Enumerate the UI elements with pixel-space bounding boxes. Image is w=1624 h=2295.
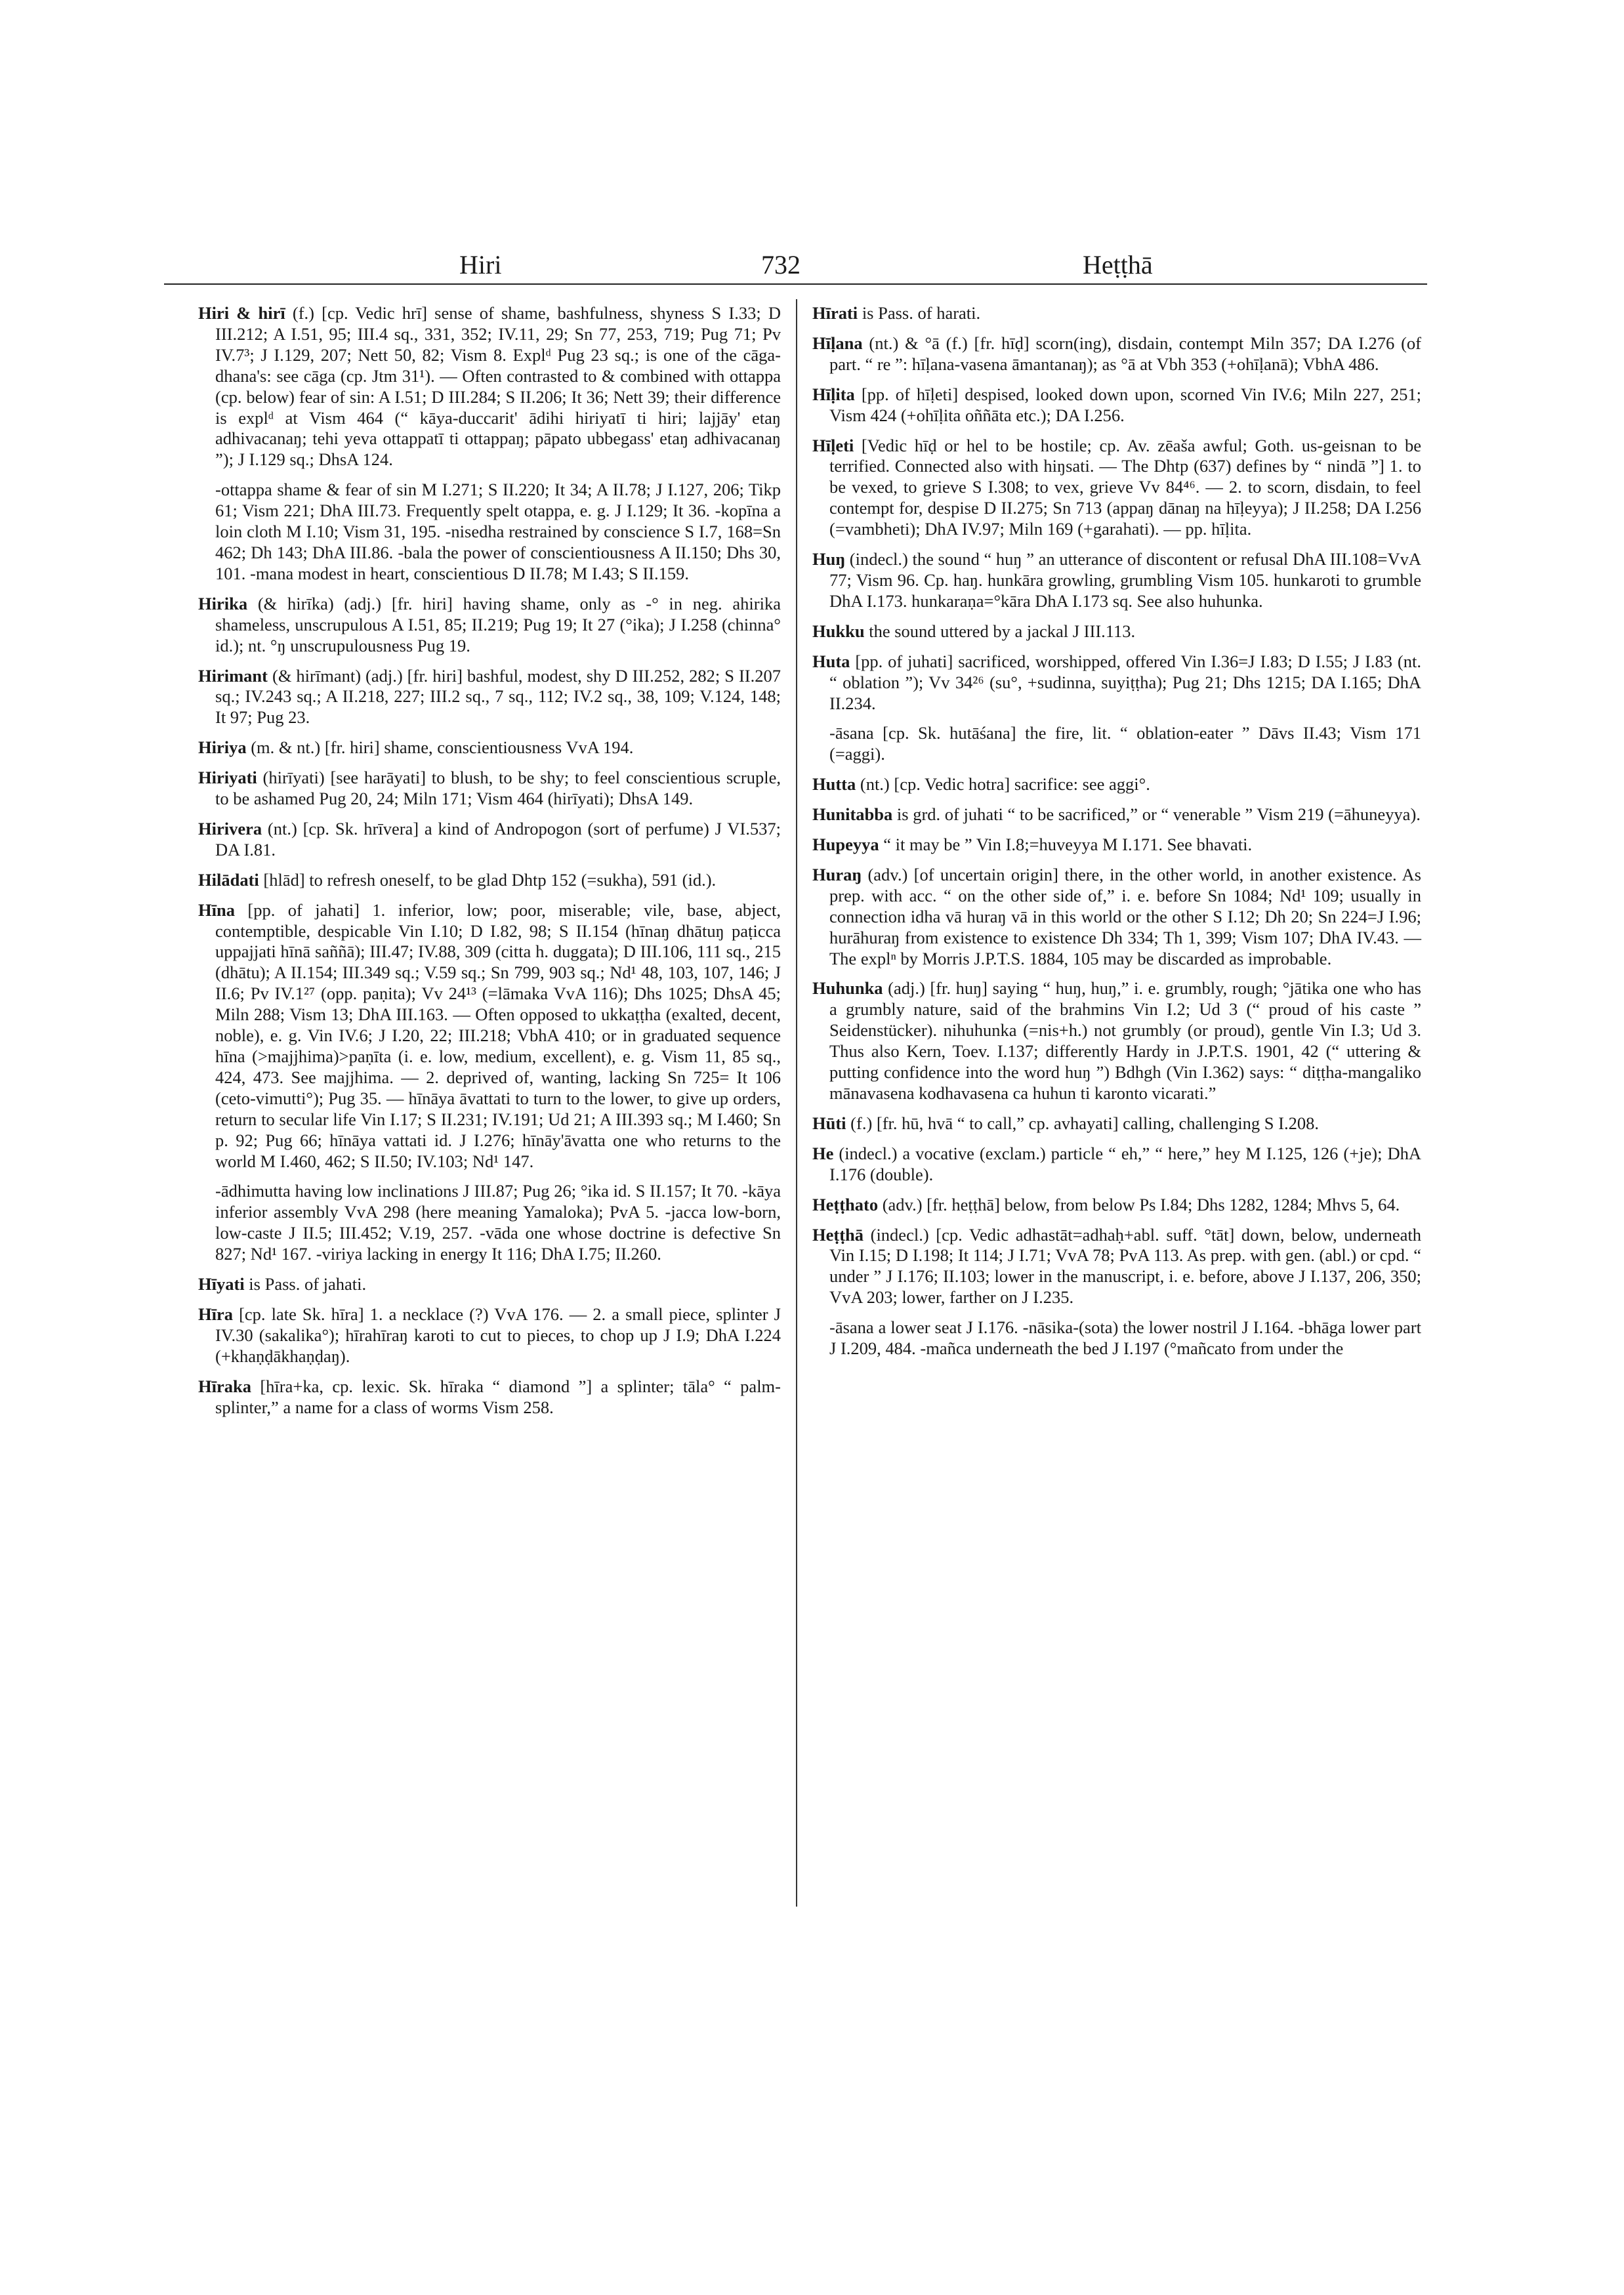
right-column — [812, 303, 1421, 1369]
subentry-hina-compounds — [198, 1181, 781, 1265]
entry-text: (nt.) [cp. Sk. hrīvera] a kind of Andropogon (sort of perfume) J VI.537; DA I.81. — [215, 818, 781, 859]
headword: Hiriya — [198, 737, 247, 758]
entry-he — [812, 1144, 1421, 1186]
entry-huhunka — [812, 978, 1421, 1104]
entry-text: -ottappa shame & fear of sin M I.271; S II.220; It 34; A II.78; J I.127, 206; Tikp 61; Vism 221; DhA III.73. Frequently spelt otappa, e. g. J I.129; It 36. -kopīna a loin cloth M I.10; Vism 31, 195. -nisedha restrained by conscience S I.7, 168=Sn 462; Dh 143; DhA III.86. -bala the power of conscientiousness A II.150; Dhs 30, 101. -mana modest in heart, conscientious D II.78; M I.43; S II.159. — [215, 480, 781, 583]
headword: Heṭṭhā — [812, 1224, 864, 1245]
headword: Hirika — [198, 593, 248, 613]
entry-text: (indecl.) [cp. Vedic adhastāt=adhaḥ+abl. suff. °tāt] down, below, underneath Vin I.15; D I.198; It 114; J I.71; VvA 78; PvA 113. As prep. with gen. (abl.) or cpd. “ under ” J I.176; II.103; lower in the manuscript, i. e. before, above J I.137, 206, 350; VvA 203; lower, farther on J I.235. — [829, 1224, 1421, 1308]
right-guide-word: Heṭṭhā — [1083, 250, 1153, 279]
entry-text: “ it may be ” Vin I.8;=huveyya M I.171. See bhavati. — [879, 835, 1253, 855]
entry-text: [pp. of juhati] sacrificed, worshipped, offered Vin I.36=J I.83; D I.55; J I.83 (nt. “ oblation ”); Vv 34²⁶ (su°, +sudinna, suyiṭṭha); Pug 21; Dhs 1215; DA I.165; DhA II.234. — [829, 651, 1421, 713]
headword: Hīḷita — [812, 384, 855, 404]
headword: Hukku — [812, 621, 865, 641]
headword: Huhunka — [812, 978, 883, 999]
headword: Hupeyya — [812, 835, 879, 855]
entry-hirivera — [198, 819, 781, 861]
entry-huram — [812, 865, 1421, 970]
headword: Hiriyati — [198, 768, 257, 788]
headword: Hīḷeti — [812, 435, 854, 455]
entry-text: (m. & nt.) [fr. hiri] shame, conscientiousness VvA 194. — [246, 737, 634, 758]
headword: Huŋ — [812, 549, 846, 569]
entry-hiraka — [198, 1376, 781, 1418]
entry-text: is Pass. of jahati. — [244, 1274, 367, 1294]
entry-text: (indecl.) a vocative (exclam.) particle “ eh,” “ here,” hey M I.125, 126 (+je); DhA I.176 (double). — [829, 1143, 1421, 1184]
entry-hirimant — [198, 666, 781, 729]
entry-text: the sound uttered by a jackal J III.113. — [864, 621, 1136, 641]
subentry-hiri-compounds — [198, 480, 781, 585]
entry-text: (& hirīka) (adj.) [fr. hiri] having shame, only as -° in neg. ahirika shameless, unscrupulous A I.51, 85; II.219; Pug 19; It 27 (°ika); J I.258 (chinna° id.); nt. °ŋ unscrupulousness Pug 19. — [215, 593, 781, 655]
entry-text: (hirīyati) [see harāyati] to blush, to be shy; to feel conscientious scruple, to be ashamed Pug 20, 24; Miln 171; Vism 464 (hirīyati); DhsA 149. — [215, 768, 781, 809]
header-rule — [164, 283, 1427, 285]
headword: Hīra — [198, 1304, 233, 1324]
entry-text: (f.) [cp. Vedic hrī] sense of shame, bashfulness, shyness S I.33; D III.212; A I.51, 95; III.4 sq., 331, 352; IV.11, 29; Sn 77, 253, 719; Pug 71; Pv IV.7³; J I.129, 207; Nett 50, 82; Vism 8. Explᵈ Pug 23 sq.; is one of the cāga-dhana's: see cāga (cp. Jtm 31¹). — Often contrasted to & combined with ottappa (cp. below) fear of sin: A I.51; D III.284; S II.206; It 36; Nett 39; their difference is explᵈ at Vism 464 (“ kāya-duccarit' ādihi hiriyatī ti hiri; lajjāy' etaŋ adhivacanaŋ; tehi yeva ottappatī ti ottappaŋ; pāpato ubbegass' etaŋ adhivacanaŋ ”); J I.129 sq.; DhsA 124. — [215, 303, 781, 470]
entry-hupeyya — [812, 835, 1421, 856]
headword: Hīḷana — [812, 333, 863, 353]
headword: Hunitabba — [812, 804, 893, 825]
entry-text: [pp. of jahati] 1. inferior, low; poor, miserable; vile, base, abject, contemptible, despicable Vin I.10; D I.82, 98; S II.154 (hīnaŋ dhātuŋ paṭicca uppajjati hīnā saññā); III.47; IV.88, 309 (citta h. duggata); D III.106, 111 sq., 215 (dhātu); A II.154; III.349 sq.; V.59 sq.; Sn 799, 903 sq.; Nd¹ 48, 103, 107, 146; J II.6; Pv IV.1²⁷ (opp. paṇita); Vv 24¹³ (=lāmaka VvA 116); Dhs 1025; DhsA 45; Miln 288; Vism 13; DhA III.163. — Often opposed to ukkaṭṭha (exalted, decent, noble), e. g. Vin IV.6; J I.20, 22; III.218; VbhA 410; or in graduated sequence hīna (>majjhima)>paṇīta (i. e. low, medium, excellent), e. g. Vism 11, 85 sq., 424, 473. See majjhima. — 2. deprived of, wanting, lacking Sn 725= It 106 (ceto-vimutti°); Pug 35. — hīnāya āvattati to turn to the lower, to give up orders, return to secular life Vin I.17; S II.231; IV.191; Ud 21; A III.393 sq.; M I.460; Sn p. 92; Pug 66; hīnāya vattati id. J I.276; hīnāy'āvatta one who returns to the world M I.460, 462; S II.50; IV.103; Nd¹ 147. — [215, 899, 781, 1171]
entry-text: (& hirīmant) (adj.) [fr. hiri] bashful, modest, shy D III.252, 282; S II.207 sq.; IV.243 sq.; A II.218, 227; III.2 sq., 7 sq., 112; IV.2 sq., 38, 109; V.124, 148; It 97; Pug 23. — [215, 665, 781, 728]
running-head — [164, 249, 1427, 289]
entry-hileti — [812, 436, 1421, 541]
entry-text: (nt.) [cp. Vedic hotra] sacrifice: see aggi°. — [856, 774, 1150, 795]
subentry-hettha-compounds — [812, 1317, 1421, 1359]
headword: Huraŋ — [812, 864, 862, 884]
column-divider — [796, 299, 797, 1907]
entry-hum — [812, 549, 1421, 612]
entry-hiriyati — [198, 768, 781, 810]
entry-text: [hīra+ka, cp. lexic. Sk. hīraka “ diamond ”] a splinter; tāla° “ palm-splinter,” a name for a class of worms Vism 258. — [215, 1376, 781, 1417]
headword: Hīna — [198, 899, 235, 920]
entry-text: [hlād] to refresh oneself, to be glad Dhtp 152 (=sukha), 591 (id.). — [259, 869, 717, 890]
headword: Hiri & hirī — [198, 303, 285, 323]
entry-text: is Pass. of harati. — [858, 303, 981, 323]
headword: He — [812, 1143, 834, 1163]
entry-huta — [812, 651, 1421, 714]
entry-text: (adj.) [fr. huŋ] saying “ huŋ, huŋ,” i. e. grumbly, rough; °jātika one who has a grumbly nature, said of the brahmins Vin I.2; Ud 3 (“ proud of his caste ” Seidenstücker). nihuhunka (=nis+h.) not grumbly (or proud), gentle Vin I.3; Ud 3. Thus also Kern, Toev. I.137; differently Hardy in J.P.T.S. 1901, 42 (“ uttering & putting confidence into the word huŋ ”) Bdhgh (Vin I.362) says: “ diṭṭha-mangaliko mānavasena kodhavasena ca huhun ti karonto vicarati.” — [829, 978, 1421, 1103]
entry-text: (indecl.) the sound “ huŋ ” an utterance of discontent or refusal DhA III.108=VvA 77; Vism 96. Cp. haŋ. hunkāra growling, grumbling Vism 105. hunkaroti to grumble DhA I.173. hunkaraṇa=°kāra DhA I.173 sq. See also huhunka. — [829, 549, 1421, 611]
entry-hutta — [812, 774, 1421, 795]
entry-text: -āsana a lower seat J I.176. -nāsika-(sota) the lower nostril J I.164. -bhāga lower part J I.209, 484. -mañca underneath the bed J I.197 (°mañcato from under the — [829, 1317, 1421, 1359]
entry-text: (adv.) [of uncertain origin] there, in the other world, in another existence. As prep. with acc. “ on the other side of,” i. e. before Sn 1084; Nd¹ 109; usually in connection idha vā huraŋ vā in this world or the other S I.12; Dh 20; Sn 224=J I.96; hurāhuraŋ from existence to existence Dh 334; Th 1, 399; Vism 107; DhA IV.43. — The explⁿ by Morris J.P.T.S. 1884, 105 may be discarded as improbable. — [829, 864, 1421, 968]
headword: Heṭṭhato — [812, 1194, 879, 1214]
entry-hilana — [812, 333, 1421, 375]
entry-text: [cp. late Sk. hīra] 1. a necklace (?) VvA 176. — 2. a small piece, splinter J IV.30 (sakalika°); hīrahīraŋ karoti to cut to pieces, to chop up J I.9; DhA I.224 (+khaṇḍākhaṇḍaŋ). — [215, 1304, 781, 1366]
entry-text: (nt.) & °ā (f.) [fr. hīḍ] scorn(ing), disdain, contempt Miln 357; DA I.276 (of part. “ re ”: hīḷana-vasena āmantanaŋ); as °ā at Vbh 353 (+ohīḷanā); VbhA 486. — [829, 333, 1421, 374]
entry-hira — [198, 1304, 781, 1367]
entry-hiladati — [198, 870, 781, 891]
entry-hetthato — [812, 1195, 1421, 1216]
headword: Hirivera — [198, 818, 262, 838]
entry-hiriya — [198, 737, 781, 758]
headword: Hīraka — [198, 1376, 251, 1396]
headword: Hūti — [812, 1113, 846, 1133]
entry-hilita — [812, 384, 1421, 426]
entry-hiyati — [198, 1274, 781, 1295]
entry-huti — [812, 1113, 1421, 1134]
entry-hiri — [198, 303, 781, 470]
entry-hirati — [812, 303, 1421, 324]
entry-text: is grd. of juhati “ to be sacrificed,” or “ venerable ” Vism 219 (=āhuneyya). — [892, 804, 1421, 825]
headword: Hilādati — [198, 869, 259, 890]
entry-hina — [198, 900, 781, 1172]
entry-text: [Vedic hīḍ or hel to be hostile; cp. Av. zēaša awful; Goth. us-geisnan to be terrified. Connected also with hiŋsati. — The Dhtp (637) defines by “ nindā ”] 1. to be vexed, to grieve S I.308; to vex, grieve Vv 84⁴⁶. — 2. to scorn, disdain, to feel contempt for, despise D II.275; Sn 713 (appaŋ dānaŋ na hīḷeyya); J II.258; DA I.256 (=vambheti); DhA IV.97; Miln 169 (+garahati). — pp. hīḷita. — [829, 435, 1421, 539]
entry-hukku — [812, 621, 1421, 642]
entry-text: [pp. of hīḷeti] despised, looked down upon, scorned Vin IV.6; Miln 227, 251; Vism 424 (+ohīḷita oññāta etc.); DA I.256. — [829, 384, 1421, 425]
subentry-huta-compounds — [812, 723, 1421, 765]
entry-text: (f.) [fr. hū, hvā “ to call,” cp. avhayati] calling, challenging S I.208. — [846, 1113, 1319, 1133]
headword: Huta — [812, 651, 850, 671]
headword: Hirimant — [198, 665, 268, 686]
headword: Hīrati — [812, 303, 858, 323]
entry-hettha — [812, 1225, 1421, 1309]
headword: Hīyati — [198, 1274, 245, 1294]
headword: Hutta — [812, 774, 856, 795]
entry-hunitabba — [812, 804, 1421, 825]
left-column — [198, 303, 781, 1428]
entry-hirika — [198, 594, 781, 657]
entry-text: -ādhimutta having low inclinations J III.87; Pug 26; °ika id. S II.157; It 70. -kāya inferior assembly VvA 298 (here meaning Yamaloka); PvA 5. -jacca low-born, low-caste J II.5; III.452; V.19, 257. -vāda one whose doctrine is defective Sn 827; Nd¹ 167. -viriya lacking in energy It 116; DhA I.75; II.260. — [215, 1181, 781, 1264]
left-guide-word: Hiri — [459, 250, 502, 279]
entry-text: (adv.) [fr. heṭṭhā] below, from below Ps I.84; Dhs 1282, 1284; Mhvs 5, 64. — [878, 1194, 1400, 1214]
page-number: 732 — [761, 250, 801, 279]
entry-text: -āsana [cp. Sk. hutāśana] the fire, lit. “ oblation-eater ” Dāvs II.43; Vism 171 (=aggi). — [829, 723, 1421, 764]
